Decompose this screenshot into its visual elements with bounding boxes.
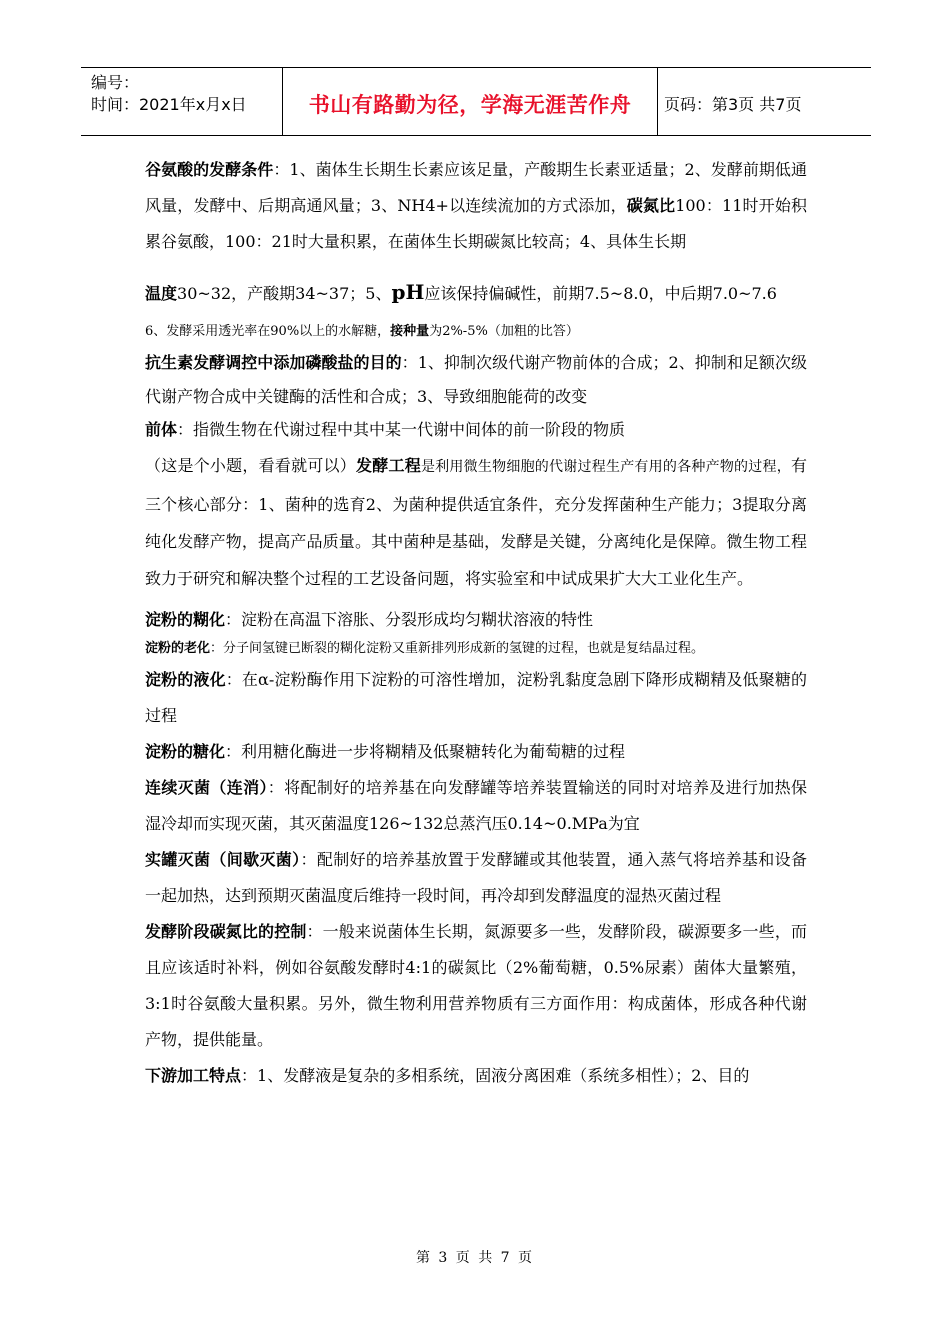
- paragraph-precursor: [145, 413, 807, 447]
- paragraph-text: ：指微生物在代谢过程中其中某一代谢中间体的前一阶段的物质: [177, 420, 626, 439]
- term-gelatinization: 淀粉的糊化: [145, 609, 226, 629]
- term-saccharification: 淀粉的糖化: [145, 742, 226, 761]
- time-label: 时间：2021年x月x日: [91, 95, 247, 114]
- paragraph-gelatinization: [145, 603, 807, 637]
- paragraph-text: 100：11时开始积累谷氨酸，100：21时大量积累，在菌体生长期碳氮比较高；4、具体生长期: [145, 196, 807, 251]
- term-cn-control: 发酵阶段碳氮比的控制: [145, 922, 307, 941]
- paragraph-text: ：分子间氢键已断裂的糊化淀粉又重新排列形成新的氢键的过程，也就是复结晶过程。: [210, 641, 705, 656]
- term-ph: pH: [391, 280, 425, 304]
- term-retrogradation: 淀粉的老化: [145, 641, 211, 656]
- term-precursor: 前体: [145, 420, 178, 439]
- paragraph-cn-control: [145, 914, 807, 1058]
- term-batch-sterilization: 实罐灭菌（间歇灭菌）: [145, 850, 301, 869]
- paragraph-downstream: [145, 1058, 807, 1094]
- header-page-cell: [658, 68, 871, 135]
- term-liquefaction: 淀粉的液化: [145, 670, 226, 689]
- paragraph-saccharification: [145, 734, 807, 770]
- term-phosphate: 抗生素发酵调控中添加磷酸盐的目的: [145, 353, 402, 372]
- paragraph-text: ：1、抑制次级代谢产物前体的合成；2、抑制和足额次级代谢产物合成中关键酶的活性和合成；3、导致细胞能荷的改变: [145, 353, 807, 406]
- paragraph-text: 30~32，产酸期34~37；5、: [177, 284, 392, 303]
- term-inoculum: 接种量: [390, 324, 430, 339]
- paragraph-text: ：将配制好的培养基在向发酵罐等培养装置输送的同时对培养及进行加热保湿冷却而实现灭菌，其灭菌温度126~132总蒸汽压0.14~0.MPa为宜: [145, 778, 807, 833]
- paragraph-inoculum: [145, 322, 807, 342]
- header-left-cell: [81, 68, 282, 135]
- term-cn-ratio: 碳氮比: [626, 196, 676, 215]
- paragraph-text: 为2%-5%（加粗的比答）: [429, 324, 579, 339]
- paragraph-text: ：淀粉在高温下溶胀、分裂形成均匀糊状溶液的特性: [225, 609, 594, 629]
- paragraph-batch-sterilization: [145, 842, 807, 914]
- term-fermentation-engineering: 发酵工程: [356, 455, 421, 475]
- term-temperature: 温度: [145, 284, 178, 303]
- paragraph-retrogradation: [145, 636, 807, 662]
- term-glutamate-conditions: 谷氨酸的发酵条件: [145, 160, 274, 179]
- paragraph-text: ：1、发酵液是复杂的多相系统，固液分离困难（系统多相性）；2、目的: [241, 1066, 750, 1085]
- paragraph-continuous-sterilization: [145, 770, 807, 842]
- paragraph-text: 有三个核心部分：1、菌种的选育2、为菌种提供适宜条件，充分发挥菌种生产能力；3提取分离纯化发酵产物，提高产品质量。其中菌种是基础，发酵是关键，分离纯化是保障。微生物工程致力于研究和解决整个过程的工艺设备问题，将实验室和中试成果扩大大工业化生产。: [145, 455, 807, 588]
- paragraph-phosphate: [145, 346, 807, 413]
- paragraph-text: 是利用微生物细胞的代谢过程生产有用的各种产物的过程，: [420, 458, 791, 475]
- paragraph-text: ：在α-淀粉酶作用下淀粉的可溶性增加，淀粉乳黏度急剧下降形成糊精及低聚糖的过程: [145, 670, 807, 725]
- paragraph-liquefaction: [145, 662, 807, 734]
- document-header: [81, 67, 871, 136]
- paragraph-text: 6、发酵采用透光率在90%以上的水解糖，: [145, 324, 391, 339]
- paragraph-note: （这是个小题，看看就可以）: [145, 455, 357, 475]
- paragraph-text: 应该保持偏碱性，前期7.5~8.0，中后期7.0~7.6: [424, 284, 777, 303]
- term-continuous-sterilization: 连续灭菌（连消）: [145, 778, 268, 797]
- term-downstream: 下游加工特点: [145, 1066, 242, 1085]
- paragraph-temperature-ph: [145, 274, 807, 312]
- paragraph-text: ：配制好的培养基放置于发酵罐或其他装置，通入蒸气将培养基和设备一起加热，达到预期灭菌温度后维持一段时间，再冷却到发酵温度的湿热灭菌过程: [145, 850, 807, 905]
- document-body: [145, 152, 807, 1094]
- motto-text: 书山有路勤为径，学海无涯苦作舟: [308, 92, 632, 117]
- page-footer: 第 3 页 共 7 页: [415, 1250, 535, 1266]
- paragraph-glutamate-conditions: [145, 152, 807, 260]
- paragraph-fermentation-engineering: [145, 447, 807, 597]
- header-motto-cell: [282, 68, 658, 135]
- paragraph-text: ：一般来说菌体生长期，氮源要多一些，发酵阶段，碳源要多一些，而且应该适时补料，例如谷氨酸发酵时4:1的碳氮比（2%葡萄糖，0.5%尿素）菌体大量繁殖，3:1时谷氨酸大量积累。另外，微生物利用营养物质有三方面作用：构成菌体，形成各种代谢产物，提供能量。: [145, 922, 807, 1049]
- page-info: 页码：第3页 共7页: [664, 95, 802, 114]
- paragraph-text: ：1、菌体生长期生长素应该足量，产酸期生长素亚适量；2、发酵前期低通风量，发酵中、后期高通风量；3、NH4+以连续流加的方式添加，: [145, 160, 807, 215]
- paragraph-text: ：利用糖化酶进一步将糊精及低聚糖转化为葡萄糖的过程: [225, 742, 626, 761]
- number-label: 编号：: [91, 73, 140, 92]
